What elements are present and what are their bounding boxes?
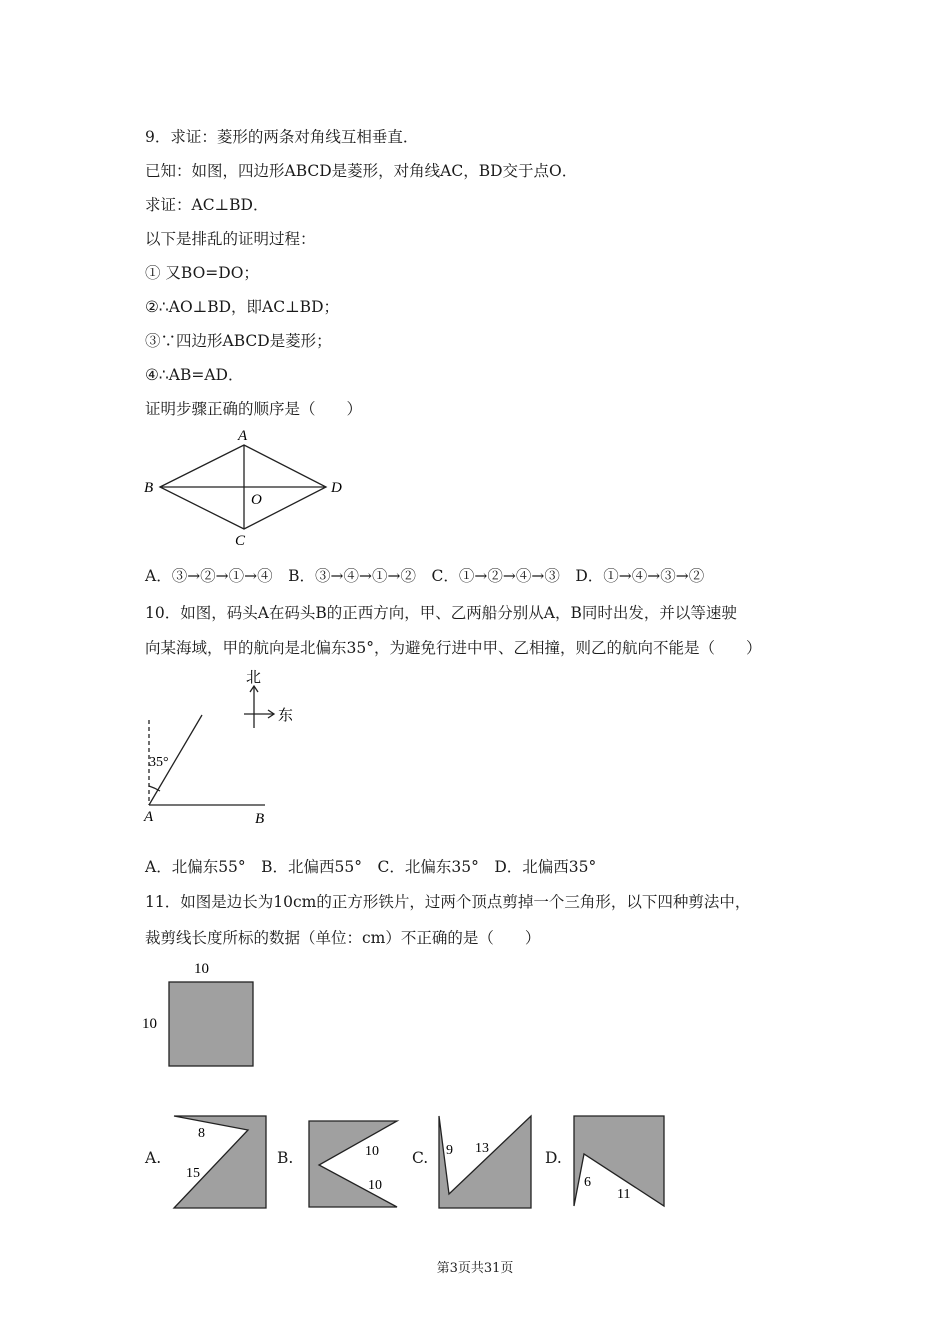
- choice-c-len-2: 13: [475, 1141, 489, 1156]
- q9-step-3: ③∵四边形ABCD是菱形；: [145, 332, 332, 350]
- q9-question: 证明步骤正确的顺序是（ ）: [145, 400, 363, 418]
- page-footer: 第3页共31页: [436, 1261, 514, 1276]
- choice-d-label: D.: [545, 1149, 562, 1167]
- choice-a-len-2: 15: [186, 1166, 200, 1181]
- choice-d-len-2: 11: [617, 1187, 631, 1202]
- choice-d-len-1: 6: [584, 1175, 591, 1190]
- q9-prove: 求证：AC⊥BD．: [145, 196, 269, 214]
- square-top-label: 10: [194, 961, 209, 977]
- compass-figure: [140, 668, 310, 828]
- q11-text-line1: 11．如图是边长为10cm的正方形铁片，过两个顶点剪掉一个三角形，以下四种剪法中，: [145, 893, 751, 911]
- choice-a-figure: [168, 1112, 272, 1212]
- q9-step-4: ④∴AB=AD．: [145, 366, 244, 384]
- choice-b-figure: [305, 1117, 405, 1211]
- dock-b-label: B: [255, 811, 265, 827]
- choice-c-figure: [435, 1112, 535, 1212]
- rhombus-label-o: O: [251, 492, 262, 508]
- choice-a-len-1: 8: [198, 1126, 205, 1141]
- rhombus-figure: [140, 425, 360, 550]
- north-label: 北: [246, 670, 262, 686]
- rhombus-label-d: D: [331, 480, 342, 496]
- choice-d-figure: [570, 1112, 672, 1212]
- choice-b-len-2: 10: [368, 1178, 382, 1193]
- rhombus-label-a: A: [238, 428, 248, 444]
- dock-a-label: A: [144, 809, 154, 825]
- choice-b-len-1: 10: [365, 1144, 379, 1159]
- choice-b-label: B.: [277, 1149, 294, 1167]
- east-label: 东: [278, 708, 294, 724]
- angle-label: 35°: [149, 755, 169, 770]
- square-left-label: 10: [142, 1016, 157, 1032]
- square-figure: [140, 955, 270, 1070]
- choice-a-label: A.: [145, 1149, 162, 1167]
- q9-options: A．③→②→①→④ B．③→④→①→② C．①→②→④→③ D．①→④→③→②: [145, 567, 705, 585]
- q9-given: 已知：如图，四边形ABCD是菱形，对角线AC，BD交于点O．: [145, 162, 578, 180]
- rhombus-label-c: C: [235, 533, 246, 549]
- q10-options: A．北偏东55° B．北偏西55° C．北偏东35° D．北偏西35°: [145, 858, 597, 876]
- rhombus-label-b: B: [144, 480, 154, 496]
- q10-text-line2: 向某海域，甲的航向是北偏东35°，为避免行进中甲、乙相撞，则乙的航向不能是（ ）: [145, 639, 762, 657]
- choice-c-len-1: 9: [446, 1143, 453, 1158]
- q9-intro: 以下是排乱的证明过程：: [145, 230, 316, 248]
- q9-step-1: ① 又BO=DO；: [145, 264, 259, 282]
- q9-title: 9．求证：菱形的两条对角线互相垂直．: [145, 128, 419, 146]
- q11-text-line2: 裁剪线长度所标的数据（单位：cm）不正确的是（ ）: [145, 929, 541, 947]
- q10-text-line1: 10．如图，码头A在码头B的正西方向，甲、乙两船分别从A，B同时出发，并以等速驶: [145, 604, 737, 622]
- choice-c-label: C.: [412, 1149, 429, 1167]
- q9-step-2: ②∴AO⊥BD，即AC⊥BD；: [145, 298, 339, 316]
